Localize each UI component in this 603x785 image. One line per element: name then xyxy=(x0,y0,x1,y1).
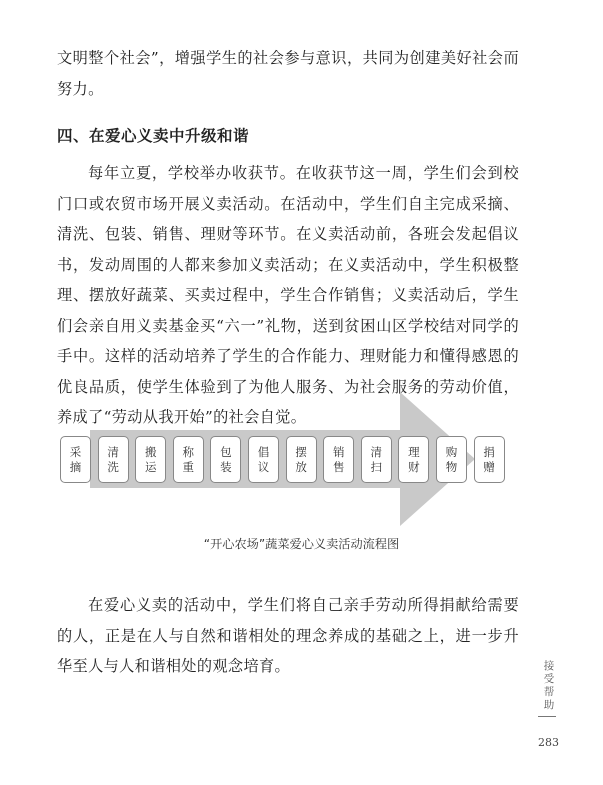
flow-step: 摆放 xyxy=(286,436,317,483)
flow-step: 销售 xyxy=(323,436,354,483)
flow-step: 称重 xyxy=(173,436,204,483)
side-section-label: 接受帮助 xyxy=(543,660,555,711)
flow-diagram xyxy=(55,392,550,527)
diagram-caption: “开心农场”蔬菜爱心义卖活动流程图 xyxy=(203,537,400,551)
top-paragraph: 文明整个社会”，增强学生的社会参与意识，共同为创建美好社会而努力。 xyxy=(57,49,519,98)
flow-step: 捐赠 xyxy=(474,436,505,483)
side-divider xyxy=(538,716,556,717)
flow-step: 清洗 xyxy=(98,436,129,483)
flow-step: 搬运 xyxy=(135,436,166,483)
flow-step: 采摘 xyxy=(60,436,91,483)
flow-step: 理财 xyxy=(398,436,429,483)
closing-paragraph: 在爱心义卖的活动中，学生们将自己亲手劳动所得捐献给需要的人，正是在人与自然和谐相处的理念养成的基础之上，进一步升华至人与人和谐相处的观念培育。 xyxy=(57,596,519,675)
flow-step: 清扫 xyxy=(361,436,392,483)
flow-step: 倡议 xyxy=(248,436,279,483)
page-number: 283 xyxy=(538,736,559,749)
section-paragraph: 每年立夏，学校举办收获节。在收获节这一周，学生们会到校门口或农贸市场开展义卖活动。在活动中，学生们自主完成采摘、清洗、包装、销售、理财等环节。在义卖活动前，各班会发起倡议书，发动周围的人都来参加义卖活动；在义卖活动中，学生积极整理、摆放好蔬菜、买卖过程中，学生合作销售；义卖活动后，学生们会亲自用义卖基金买“六一”礼物，送到贫困山区学校结对同学的手中。这样的活动培养了学生的合作能力、理财能力和懂得感恩的优良品质，使学生体验到了为他人服务、为社会服务的劳动价值，养成了“劳动从我开始”的社会自觉。 xyxy=(57,164,519,426)
flow-step: 购物 xyxy=(436,436,467,483)
section-heading: 四、在爱心义卖中升级和谐 xyxy=(57,127,250,145)
flow-step: 包装 xyxy=(210,436,241,483)
